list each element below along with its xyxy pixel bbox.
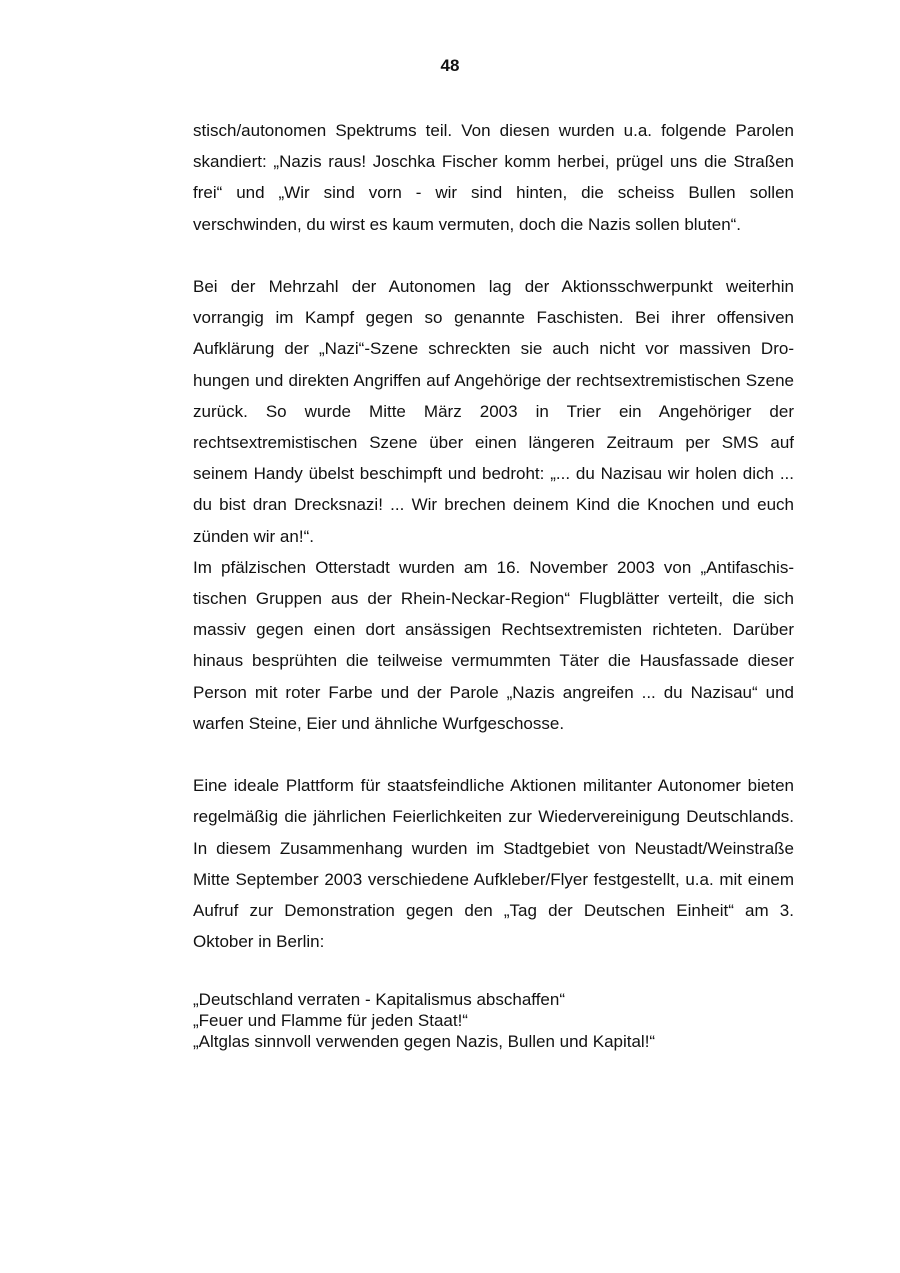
page-number: 48 [440,56,460,75]
paragraph-autonomen-faschisten: Bei der Mehrzahl der Autonomen lag der Aktionsschwerpunkt weiterhin vorrangig im Kampf gegen so genannte Faschisten. Bei ihrer offensiven Aufklärung der „Nazi“-Szene schreckten sie auch nicht vor massiven Drohungen und direkten Angriffen auf Angehörige der rechtsextremistischen Szene zurück. So wurde Mitte März 2003 in Trier ein Angehöriger der rechtsextremistischen Szene über einen längeren Zeitraum per SMS auf seinem Handy übelst beschimpft und bedroht: „... du Nazisau wir holen dich ... du bist dran Drecksnazi! ... Wir brechen deinem Kind die Knochen und euch zünden wir an!“. [193,277,794,546]
paragraph-wiedervereinigung: Eine ideale Plattform für staatsfeindliche Aktionen militanter Autonomer bieten regelmäßig die jährlichen Feierlichkeiten zur Wiedervereinigung Deutschlands. In diesem Zusammenhang wurden im Stadtgebiet von Neustadt/Weinstraße Mitte September 2003 verschiedene Aufkleber/Flyer festgestellt, u.a. mit einem Aufruf zur Demonstration gegen den „Tag der Deutschen Einheit“ am 3. Oktober in Berlin: [193,776,794,952]
slogan-item: „Deutschland verraten - Kapitalismus abschaffen“ [193,989,565,1009]
paragraph-otterstadt: Im pfälzischen Otterstadt wurden am 16. November 2003 von „Antifaschistischen Gruppen aus der Rhein-Neckar-Region“ Flugblätter verteilt, die sich massiv gegen einen dort ansässigen Rechtsextremisten richteten. Darüber hinaus besprühten die teilweise vermummten Täter die Hausfassade dieser Person mit roter Farbe und der Parole „Nazis angreifen ... du Nazisau“ und warfen Steine, Eier und ähnliche Wurfgeschosse. [193,557,794,733]
paragraph-slogans-intro: stisch/autonomen Spektrums teil. Von diesen wurden u.a. folgende Parolen skandiert: „Nazis raus! Joschka Fischer komm herbei, prügel uns die Straßen frei“ und „Wir sind vorn - wir sind hinten, die scheiss Bullen sollen verschwinden, du wirst es kaum vermuten, doch die Nazis sollen bluten“. [193,121,794,234]
paragraph-gap [193,957,794,988]
slogan-item: „Feuer und Flamme für jeden Staat!“ [193,1010,468,1030]
document-body [193,115,794,1052]
slogan-item: „Altglas sinnvoll verwenden gegen Nazis, Bullen und Kapital!“ [193,1031,656,1051]
slogan-list [193,989,794,1052]
paragraph-gap [193,739,794,770]
paragraph-gap [193,240,794,271]
